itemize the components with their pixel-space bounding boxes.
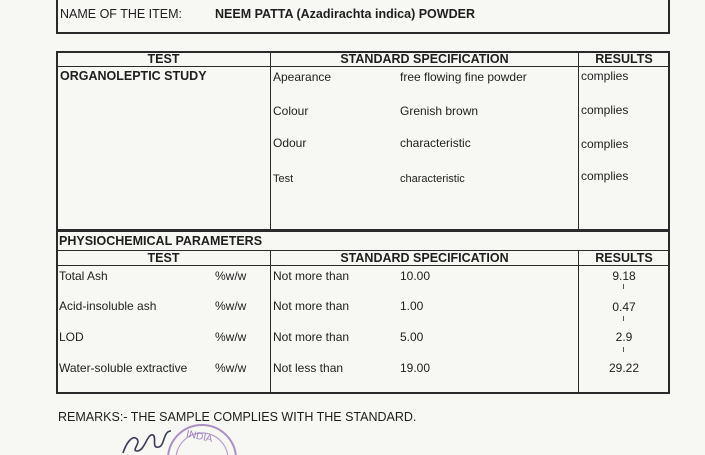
physio-limit: Not more than: [273, 330, 350, 344]
organoleptic-header-results: RESULTS: [595, 52, 653, 66]
item-name-value: NEEM PATTA (Azadirachta indica) POWDER: [215, 7, 475, 21]
physio-result: 29.22: [608, 361, 640, 375]
physio-result: 0.47: [612, 300, 636, 314]
physio-unit: %w/w: [215, 299, 247, 313]
physiochemical-header-results: RESULTS: [595, 251, 653, 265]
results-tick-mark: [623, 284, 624, 289]
organoleptic-param: Colour: [273, 104, 309, 118]
physio-limit: Not more than: [273, 269, 350, 283]
physio-unit: %w/w: [215, 330, 247, 344]
physio-limit-value: 10.00: [400, 269, 431, 283]
physio-test-name: Acid-insoluble ash: [59, 299, 157, 313]
organoleptic-spec: characteristic: [400, 173, 465, 185]
organoleptic-spec: characteristic: [400, 136, 471, 150]
physio-limit-value: 5.00: [400, 330, 424, 344]
organoleptic-result: complies: [581, 137, 629, 151]
physio-limit: Not more than: [273, 299, 350, 313]
physio-test-name: Total Ash: [59, 269, 108, 283]
physio-unit: %w/w: [215, 269, 247, 283]
physio-test-name: Water-soluble extractive: [59, 361, 188, 375]
results-tick-mark: [623, 347, 624, 352]
organoleptic-param: Odour: [273, 136, 307, 150]
physiochemical-header-test: TEST: [147, 251, 180, 265]
organoleptic-spec: free flowing fine powder: [400, 70, 527, 84]
organoleptic-param: Test: [273, 173, 294, 185]
signature: [115, 425, 185, 455]
organoleptic-spec: Grenish brown: [400, 104, 479, 118]
organoleptic-header-spec: STANDARD SPECIFICATION: [340, 52, 509, 66]
organoleptic-section-title: ORGANOLEPTIC STUDY: [60, 69, 207, 83]
organoleptic-result: complies: [581, 103, 629, 117]
physio-limit-value: 19.00: [400, 361, 431, 375]
organoleptic-header-test: TEST: [147, 52, 180, 66]
organoleptic-result: complies: [581, 169, 629, 183]
remarks-text: REMARKS:- THE SAMPLE COMPLIES WITH THE STANDARD.: [58, 410, 417, 424]
physio-result: 9.18: [612, 269, 636, 283]
stamp-text: INDIA: [185, 428, 214, 446]
item-name-label: NAME OF THE ITEM:: [60, 7, 182, 21]
physio-unit: %w/w: [215, 361, 247, 375]
results-tick-mark: [623, 316, 624, 321]
physiochemical-header-spec: STANDARD SPECIFICATION: [340, 251, 509, 265]
physiochemical-section-title: PHYSIOCHEMICAL PARAMETERS: [59, 234, 263, 248]
physio-result: 2.9: [615, 330, 633, 344]
organoleptic-result: complies: [581, 69, 629, 83]
physio-limit-value: 1.00: [400, 299, 424, 313]
physio-test-name: LOD: [59, 330, 84, 344]
physio-limit: Not less than: [273, 361, 344, 375]
organoleptic-param: Apearance: [273, 70, 332, 84]
